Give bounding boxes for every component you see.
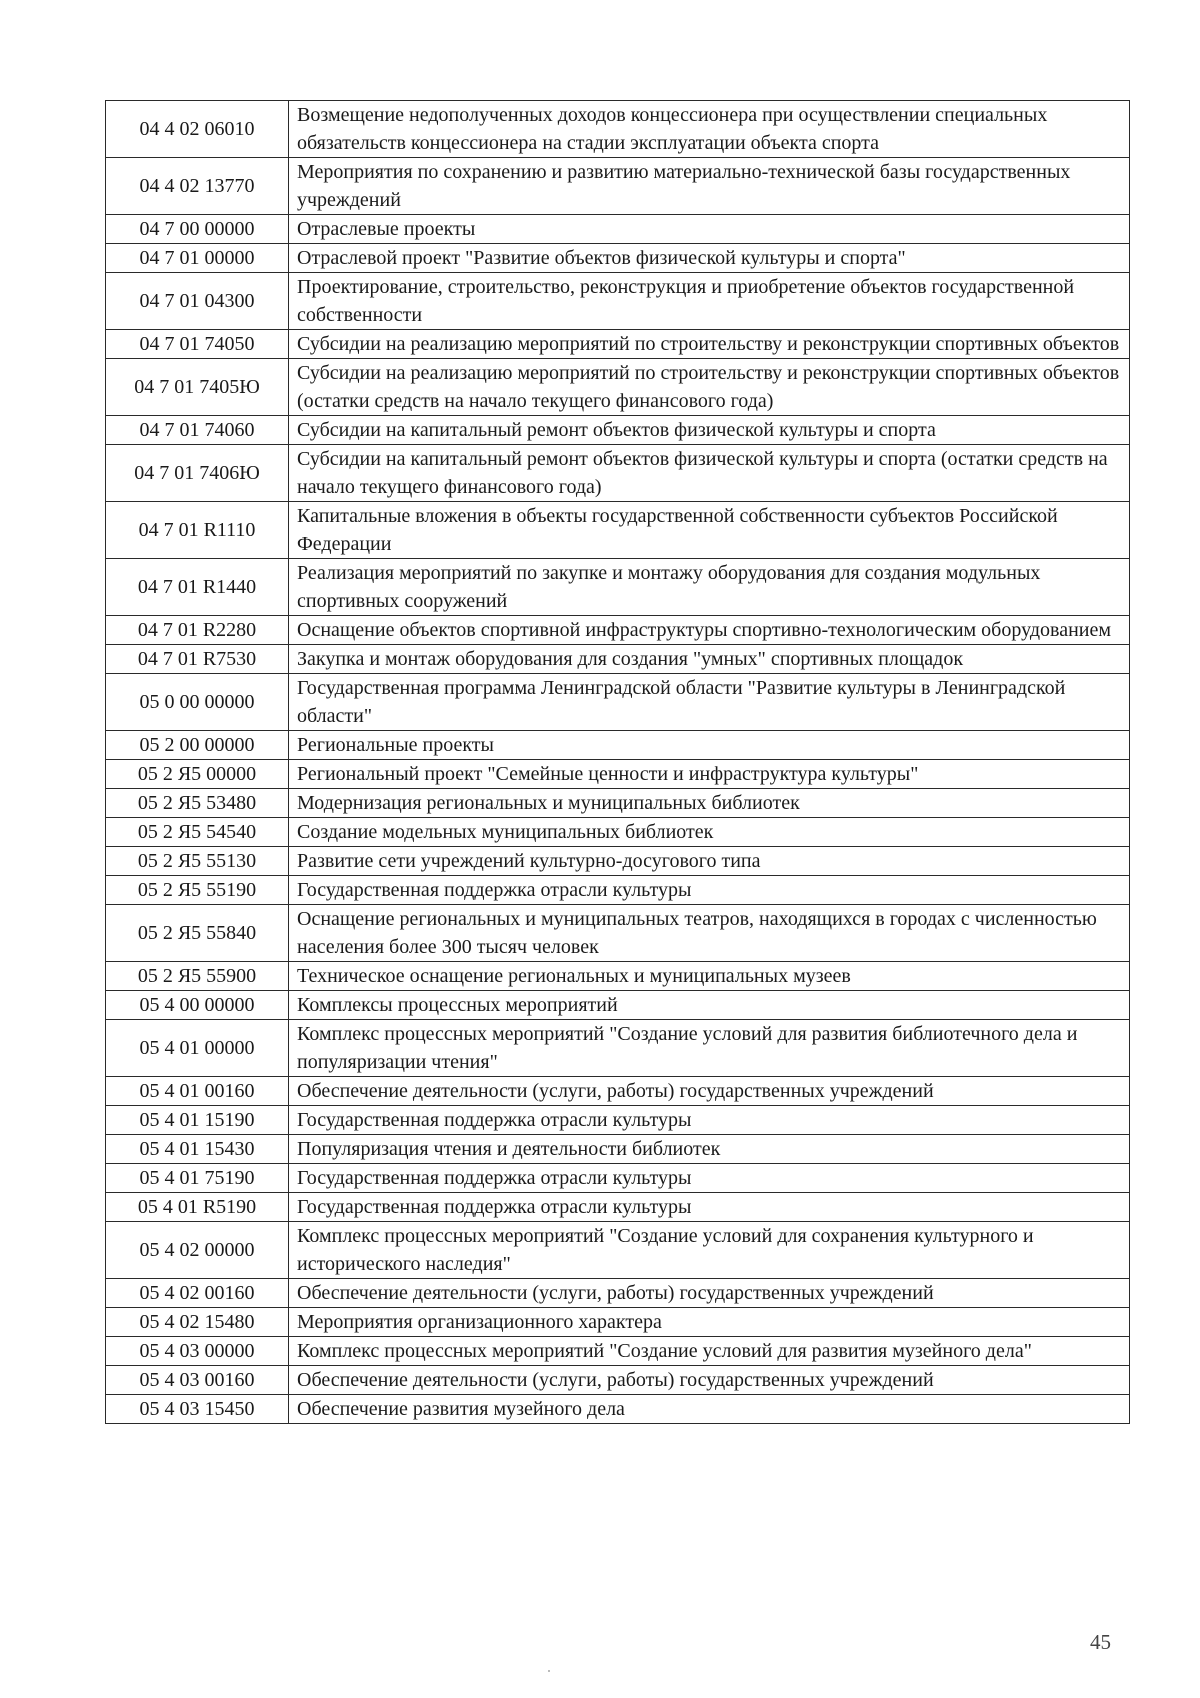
code-cell: 05 4 02 00160	[106, 1279, 289, 1308]
table-row	[106, 1164, 1130, 1193]
description-cell: Капитальные вложения в объекты государственной собственности субъектов Российской Федерации	[289, 502, 1130, 559]
page-number: 45	[1090, 1630, 1111, 1654]
table-row	[106, 991, 1130, 1020]
code-cell: 05 2 Я5 00000	[106, 760, 289, 789]
code-cell: 04 7 01 7406Ю	[106, 445, 289, 502]
code-cell: 05 4 01 15430	[106, 1135, 289, 1164]
code-cell: 05 4 01 00160	[106, 1077, 289, 1106]
description-cell: Реализация мероприятий по закупке и монтажу оборудования для создания модульных спортивных сооружений	[289, 559, 1130, 616]
description-cell: Отраслевой проект "Развитие объектов физической культуры и спорта"	[289, 244, 1130, 273]
code-cell: 04 7 00 00000	[106, 215, 289, 244]
table-row	[106, 158, 1130, 215]
description-cell: Техническое оснащение региональных и муниципальных музеев	[289, 962, 1130, 991]
code-cell: 05 2 Я5 55900	[106, 962, 289, 991]
code-cell: 05 4 00 00000	[106, 991, 289, 1020]
description-cell: Обеспечение деятельности (услуги, работы) государственных учреждений	[289, 1077, 1130, 1106]
code-cell: 05 2 00 00000	[106, 731, 289, 760]
description-cell: Государственная программа Ленинградской области "Развитие культуры в Ленинградской области"	[289, 674, 1130, 731]
table-body	[106, 101, 1130, 1424]
description-cell: Обеспечение деятельности (услуги, работы) государственных учреждений	[289, 1279, 1130, 1308]
table-row	[106, 674, 1130, 731]
description-cell: Мероприятия по сохранению и развитию материально-технической базы государственных учреждений	[289, 158, 1130, 215]
code-cell: 04 4 02 06010	[106, 101, 289, 158]
description-cell: Субсидии на капитальный ремонт объектов физической культуры и спорта	[289, 416, 1130, 445]
table-row	[106, 559, 1130, 616]
table-row	[106, 1308, 1130, 1337]
code-cell: 05 0 00 00000	[106, 674, 289, 731]
table-row	[106, 1020, 1130, 1077]
description-cell: Мероприятия организационного характера	[289, 1308, 1130, 1337]
code-cell: 05 4 01 R5190	[106, 1193, 289, 1222]
table-row	[106, 847, 1130, 876]
description-cell: Возмещение недополученных доходов концессионера при осуществлении специальных обязательств концессионера на стадии эксплуатации объекта спорта	[289, 101, 1130, 158]
code-cell: 04 7 01 04300	[106, 273, 289, 330]
table-row	[106, 359, 1130, 416]
description-cell: Создание модельных муниципальных библиотек	[289, 818, 1130, 847]
table-row	[106, 1395, 1130, 1424]
code-cell: 04 7 01 7405Ю	[106, 359, 289, 416]
code-cell: 04 7 01 R1110	[106, 502, 289, 559]
table-row	[106, 1135, 1130, 1164]
table-row	[106, 818, 1130, 847]
description-cell: Субсидии на капитальный ремонт объектов физической культуры и спорта (остатки средств на начало текущего финансового года)	[289, 445, 1130, 502]
code-cell: 05 4 02 15480	[106, 1308, 289, 1337]
description-cell: Закупка и монтаж оборудования для создания "умных" спортивных площадок	[289, 645, 1130, 674]
description-cell: Комплекс процессных мероприятий "Создание условий для сохранения культурного и исторического наследия"	[289, 1222, 1130, 1279]
description-cell: Субсидии на реализацию мероприятий по строительству и реконструкции спортивных объектов (остатки средств на начало текущего финансового года)	[289, 359, 1130, 416]
code-cell: 05 2 Я5 55190	[106, 876, 289, 905]
table-row	[106, 330, 1130, 359]
code-cell: 05 4 01 15190	[106, 1106, 289, 1135]
description-cell: Модернизация региональных и муниципальных библиотек	[289, 789, 1130, 818]
code-cell: 05 4 03 15450	[106, 1395, 289, 1424]
table-row	[106, 1279, 1130, 1308]
code-cell: 04 7 01 74060	[106, 416, 289, 445]
code-cell: 04 7 01 74050	[106, 330, 289, 359]
description-cell: Государственная поддержка отрасли культуры	[289, 1193, 1130, 1222]
table-row	[106, 215, 1130, 244]
table-row	[106, 101, 1130, 158]
description-cell: Региональный проект "Семейные ценности и инфраструктура культуры"	[289, 760, 1130, 789]
description-cell: Комплексы процессных мероприятий	[289, 991, 1130, 1020]
code-cell: 04 7 01 R1440	[106, 559, 289, 616]
table-row	[106, 1222, 1130, 1279]
table-row	[106, 1193, 1130, 1222]
description-cell: Оснащение региональных и муниципальных театров, находящихся в городах с численностью населения более 300 тысяч человек	[289, 905, 1130, 962]
table-row	[106, 1077, 1130, 1106]
description-cell: Комплекс процессных мероприятий "Создание условий для развития библиотечного дела и популяризации чтения"	[289, 1020, 1130, 1077]
table-row	[106, 645, 1130, 674]
code-cell: 05 4 01 75190	[106, 1164, 289, 1193]
description-cell: Обеспечение развития музейного дела	[289, 1395, 1130, 1424]
code-cell: 04 7 01 00000	[106, 244, 289, 273]
description-cell: Субсидии на реализацию мероприятий по строительству и реконструкции спортивных объектов	[289, 330, 1130, 359]
code-cell: 04 7 01 R7530	[106, 645, 289, 674]
code-cell: 05 2 Я5 55840	[106, 905, 289, 962]
description-cell: Региональные проекты	[289, 731, 1130, 760]
table-row	[106, 502, 1130, 559]
description-cell: Государственная поддержка отрасли культуры	[289, 1106, 1130, 1135]
table-row	[106, 962, 1130, 991]
description-cell: Отраслевые проекты	[289, 215, 1130, 244]
description-cell: Проектирование, строительство, реконструкция и приобретение объектов государственной собственности	[289, 273, 1130, 330]
code-cell: 04 4 02 13770	[106, 158, 289, 215]
scan-speck	[548, 1670, 550, 1672]
table-row	[106, 1337, 1130, 1366]
table-row	[106, 416, 1130, 445]
code-cell: 05 2 Я5 53480	[106, 789, 289, 818]
code-cell: 05 4 02 00000	[106, 1222, 289, 1279]
table-row	[106, 760, 1130, 789]
description-cell: Государственная поддержка отрасли культуры	[289, 876, 1130, 905]
description-cell: Популяризация чтения и деятельности библиотек	[289, 1135, 1130, 1164]
table-row	[106, 616, 1130, 645]
code-cell: 05 2 Я5 54540	[106, 818, 289, 847]
budget-codes-table	[105, 100, 1130, 1424]
description-cell: Обеспечение деятельности (услуги, работы) государственных учреждений	[289, 1366, 1130, 1395]
table-row	[106, 731, 1130, 760]
code-cell: 05 4 01 00000	[106, 1020, 289, 1077]
table-row	[106, 244, 1130, 273]
description-cell: Развитие сети учреждений культурно-досугового типа	[289, 847, 1130, 876]
table-row	[106, 1106, 1130, 1135]
description-cell: Государственная поддержка отрасли культуры	[289, 1164, 1130, 1193]
code-cell: 05 4 03 00160	[106, 1366, 289, 1395]
table-row	[106, 905, 1130, 962]
code-cell: 05 2 Я5 55130	[106, 847, 289, 876]
table-row	[106, 445, 1130, 502]
code-cell: 05 4 03 00000	[106, 1337, 289, 1366]
description-cell: Оснащение объектов спортивной инфраструктуры спортивно-технологическим оборудованием	[289, 616, 1130, 645]
table-row	[106, 1366, 1130, 1395]
table-row	[106, 789, 1130, 818]
table-row	[106, 876, 1130, 905]
table-row	[106, 273, 1130, 330]
description-cell: Комплекс процессных мероприятий "Создание условий для развития музейного дела"	[289, 1337, 1130, 1366]
code-cell: 04 7 01 R2280	[106, 616, 289, 645]
